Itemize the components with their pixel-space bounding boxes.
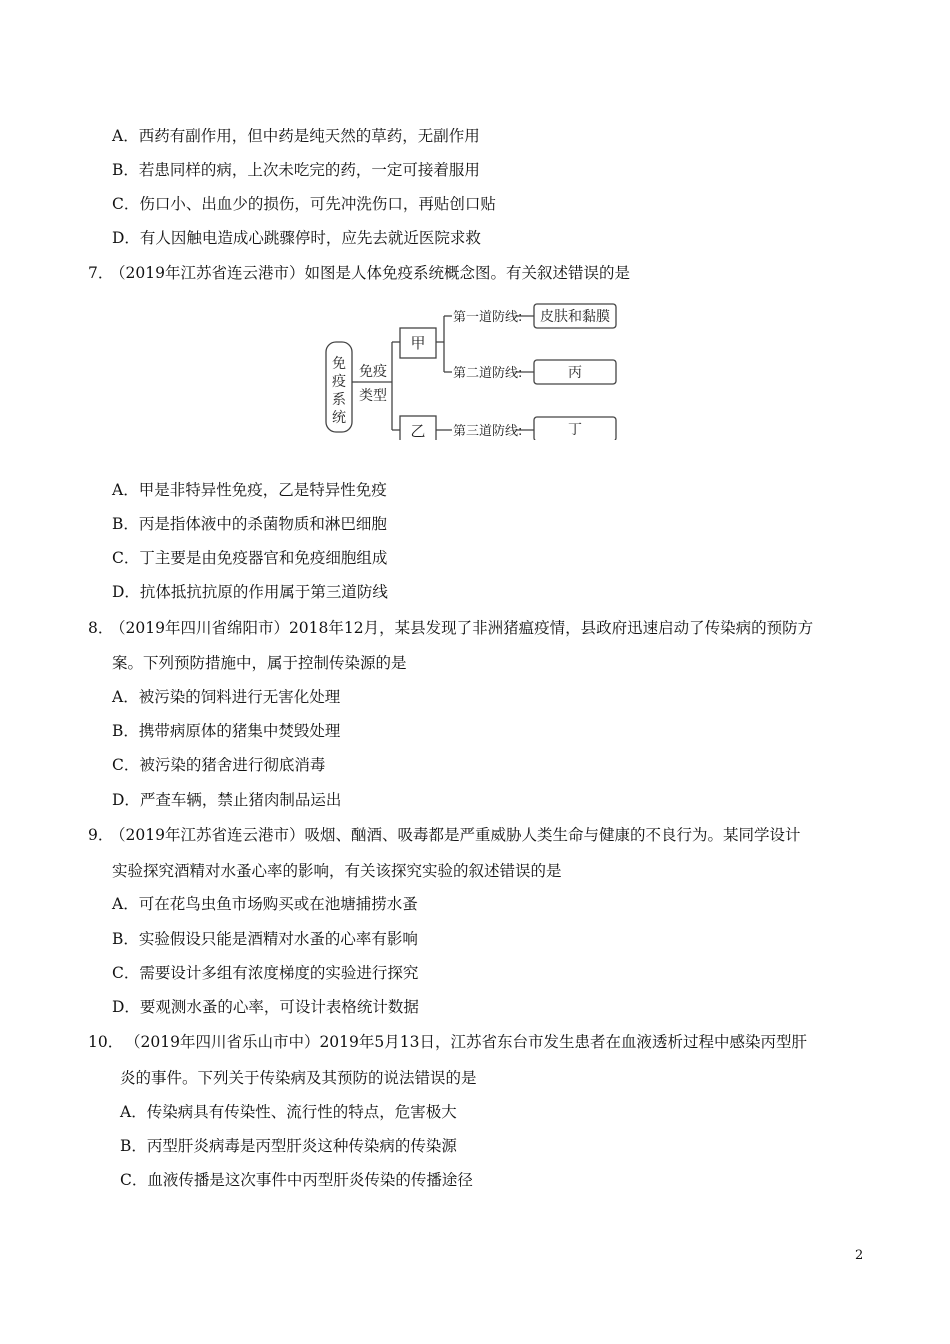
jia-label: 甲: [410, 334, 426, 352]
q9-option-c: C．需要设计多组有浓度梯度的实验进行探究: [112, 964, 419, 982]
bing-text: 丙: [568, 365, 582, 381]
q6-option-b: B．若患同样的病，上次未吃完的药，一定可接着服用: [112, 161, 480, 179]
q9-stem-line2: 实验探究酒精对水蚤心率的影响，有关该探究实验的叙述错误的是: [112, 862, 562, 880]
q8-option-c: C．被污染的猪舍进行彻底消毒: [112, 756, 326, 774]
yi-label: 乙: [410, 422, 426, 440]
q9-stem-line1: （2019年江苏省连云港市）吸烟、酗酒、吸毒都是严重威胁人类生命与健康的不良行为。某同学设计: [110, 826, 801, 844]
third-defense-label: 第三道防线:: [453, 424, 523, 439]
q8-stem-line2: 案。下列预防措施中，属于控制传染源的是: [112, 654, 407, 672]
type-label-line2: 类型: [359, 388, 387, 404]
first-defense-label: 第一道防线:: [453, 310, 523, 325]
q10-stem-line1: （2019年四川省乐山市中）2019年5月13日，江苏省东台市发生患者在血液透析过程中感染丙型肝: [125, 1033, 807, 1051]
q6-option-d: D．有人因触电造成心跳骤停时，应先去就近医院求救: [112, 229, 481, 247]
page-number: 2: [855, 1248, 864, 1263]
q7-option-c: C．丁主要是由免疫器官和免疫细胞组成: [112, 549, 388, 567]
root-char-2: 疫: [332, 374, 346, 390]
type-label-line1: 免疫: [359, 364, 387, 380]
q7-option-b: B．丙是指体液中的杀菌物质和淋巴细胞: [112, 515, 387, 533]
q7-option-d: D．抗体抵抗抗原的作用属于第三道防线: [112, 583, 388, 601]
q10-option-b: B．丙型肝炎病毒是丙型肝炎这种传染病的传染源: [120, 1137, 457, 1155]
q8-stem-line1: （2019年四川省绵阳市）2018年12月，某县发现了非洲猪瘟疫情，县政府迅速启动了传染病的预防方: [110, 619, 814, 637]
root-char-4: 统: [332, 410, 346, 426]
q7-number: 7．: [88, 264, 114, 282]
q7-stem: （2019年江苏省连云港市）如图是人体免疫系统概念图。有关叙述错误的是: [110, 264, 630, 282]
q6-option-a: A．西药有副作用，但中药是纯天然的草药，无副作用: [112, 127, 480, 145]
q8-option-a: A．被污染的饲料进行无害化处理: [112, 688, 341, 706]
q10-number: 10．: [88, 1033, 124, 1051]
q9-option-d: D．要观测水蚤的心率，可设计表格统计数据: [112, 998, 419, 1016]
root-char-3: 系: [332, 392, 346, 408]
ding-text: 丁: [568, 422, 582, 438]
q8-option-b: B．携带病原体的猪集中焚毁处理: [112, 722, 341, 740]
q9-option-a: A．可在花鸟虫鱼市场购买或在池塘捕捞水蚤: [112, 895, 418, 913]
skin-mucosa-text: 皮肤和黏膜: [540, 309, 610, 325]
immune-system-concept-diagram: [320, 296, 620, 440]
q10-option-c: C．血液传播是这次事件中丙型肝炎传染的传播途径: [120, 1171, 473, 1189]
q8-option-d: D．严查车辆，禁止猪肉制品运出: [112, 791, 342, 809]
q10-option-a: A．传染病具有传染性、流行性的特点，危害极大: [120, 1103, 457, 1121]
q10-stem-line2: 炎的事件。下列关于传染病及其预防的说法错误的是: [120, 1069, 477, 1087]
q8-number: 8．: [88, 619, 114, 637]
q7-option-a: A．甲是非特异性免疫，乙是特异性免疫: [112, 481, 387, 499]
q9-option-b: B．实验假设只能是酒精对水蚤的心率有影响: [112, 930, 418, 948]
root-char-1: 免: [332, 356, 346, 372]
q6-option-c: C．伤口小、出血少的损伤，可先冲洗伤口，再贴创口贴: [112, 195, 496, 213]
q9-number: 9．: [88, 826, 114, 844]
second-defense-label: 第二道防线:: [453, 366, 523, 381]
